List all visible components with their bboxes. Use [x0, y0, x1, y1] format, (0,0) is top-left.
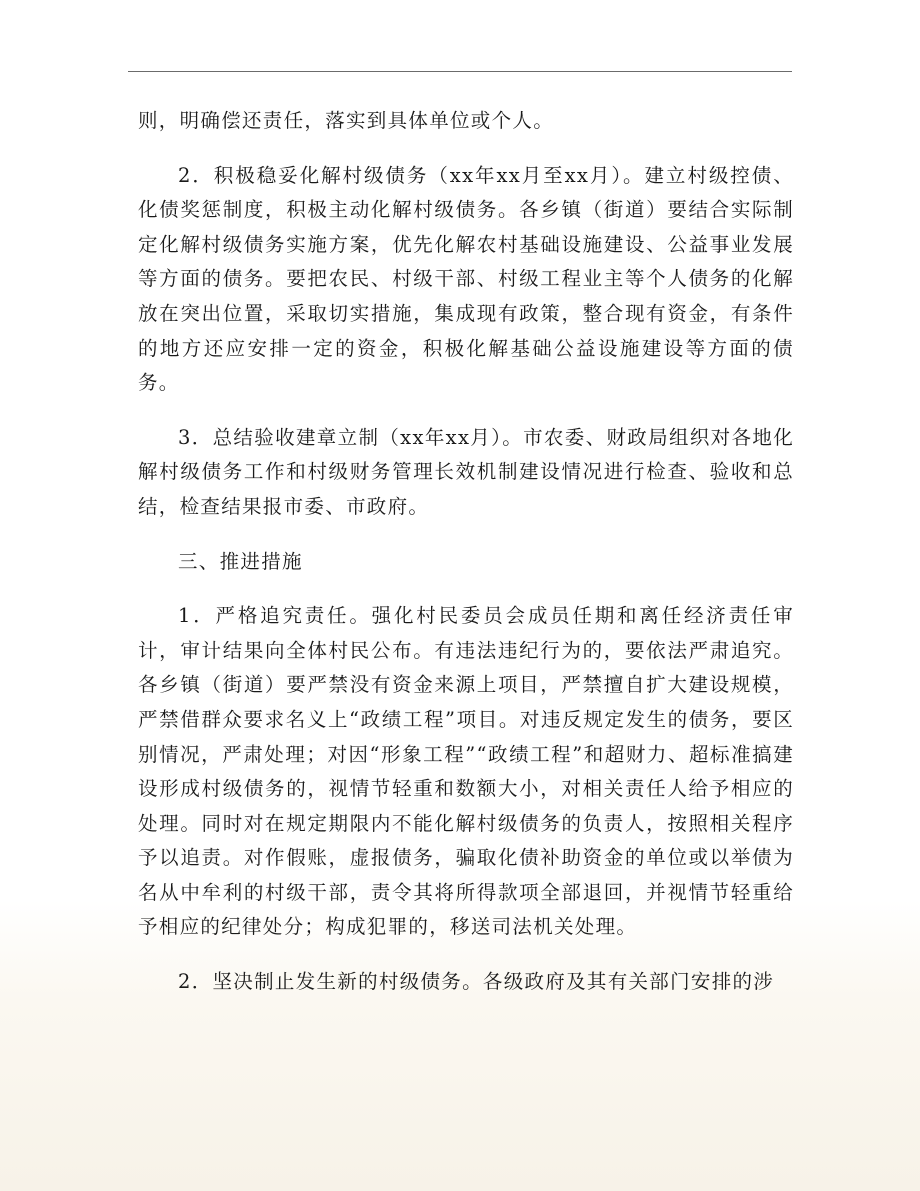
document-body [138, 104, 794, 1000]
header-rule [128, 71, 792, 72]
paragraph-continuation: 则，明确偿还责任，落实到具体单位或个人。 [138, 109, 555, 132]
paragraph-resolve-village-debt: 2．积极稳妥化解村级债务（xx年xx月至xx月）。建立村级控债、化债奖惩制度，积极主动化解村级债务。各乡镇（街道）要结合实际制定化解村级债务实施方案，优先化解农村基础设施建设、公益事业发展等方面的债务。要把农民、村级干部、村级工程业主等个人债务的化解放在突出位置，采取切实措施，集成现有政策，整合现有资金，有条件的地方还应安排一定的资金，积极化解基础公益设施建设等方面的债务。 [138, 163, 794, 395]
paragraph-stop-new-debt: 2．坚决制止发生新的村级债务。各级政府及其有关部门安排的涉 [178, 970, 775, 994]
paragraph-summary-acceptance: 3．总结验收建章立制（xx年xx月）。市农委、财政局组织对各地化解村级债务工作和村级财务管理长效机制建设情况进行检查、验收和总结，检查结果报市委、市政府。 [138, 425, 794, 518]
paragraph-accountability: 1．严格追究责任。强化村民委员会成员任期和离任经济责任审计，审计结果向全体村民公布。有违法违纪行为的，要依法严肃追究。各乡镇（街道）要严禁没有资金来源上项目，严禁擅自扩大建设规模，严禁借群众要求名义上“政绩工程”项目。对违反规定发生的债务，要区别情况，严肃处理；对因“形象工程”“政绩工程”和超财力、超标准搞建设形成村级债务的，视情节轻重和数额大小，对相关责任人给予相应的处理。同时对在规定期限内不能化解村级债务的负责人，按照相关程序予以追责。对作假账，虚报债务，骗取化债补助资金的单位或以举债为名从中牟利的村级干部，责令其将所得款项全部退回，并视情节轻重给予相应的纪律处分；构成犯罪的，移送司法机关处理。 [138, 604, 794, 939]
section-heading-measures: 三、推进措施 [178, 549, 303, 573]
